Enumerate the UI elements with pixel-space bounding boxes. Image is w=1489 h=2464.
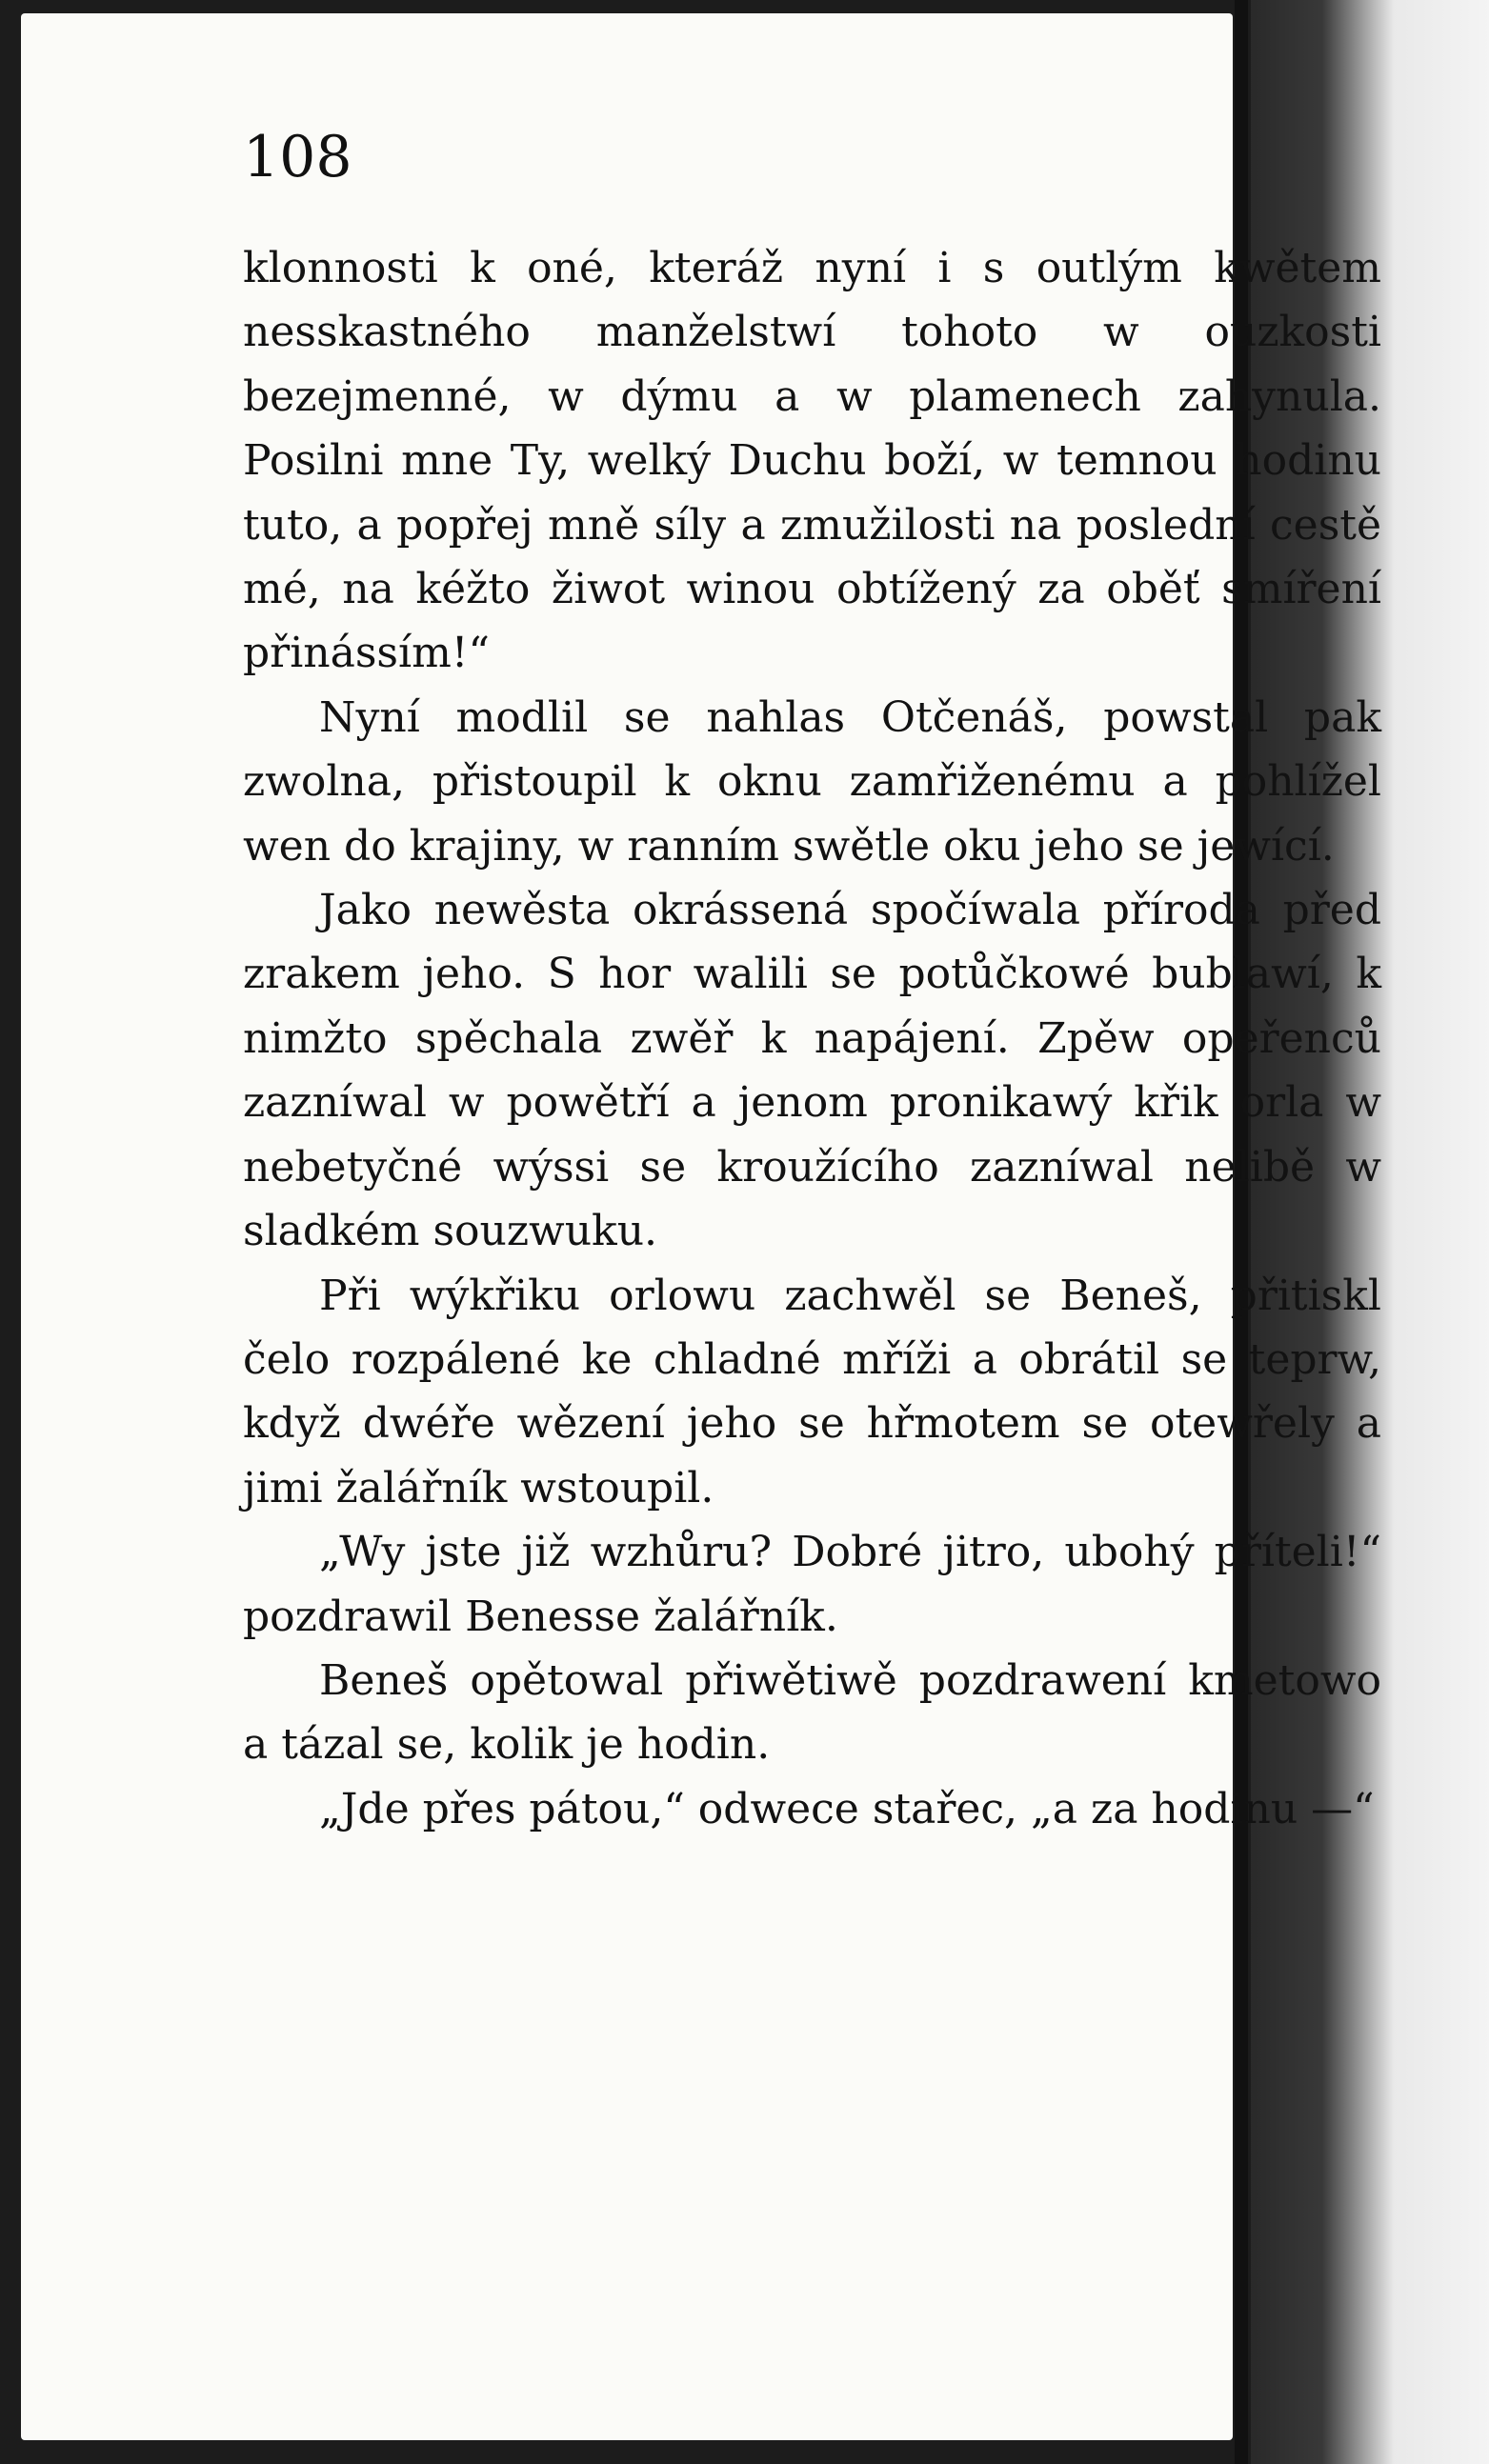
page-number: 108 (243, 124, 352, 190)
paragraph-7: „Jde přes pátou,“ odwece stařec, „a za hodinu —“ (319, 1784, 1375, 1833)
paragraph-3: Jako newěsta okrássená spočíwala příroda před zrakem jeho. S hor walili se potůčkowé bublawí, k nimžto spěchala zwěř k napájení. Zpěw opeřenců zazníwal w powětří a jenom pronikawý křik orla w nebetyčné wýssi se kroužícího zazníwal nelibě w sladkém souzwuku. (243, 886, 1381, 1256)
paragraph-6: Beneš opětowal přiwětiwě pozdrawení kmetowo a tázal se, kolik je hodin. (243, 1655, 1381, 1770)
paragraph-2: Nyní modlil se nahlas Otčenáš, powstal pak zwolna, přistoupil k oknu zamřiženému a pohlížel wen do krajiny, w ranním swětle oku jeho se jewící. (243, 692, 1381, 871)
page-body-text (243, 236, 1381, 1841)
paragraph-4: Při wýkřiku orlowu zachwěl se Beneš, přitiskl čelo rozpálené ke chladné mříži a obrátil se teprw, když dwéře wězení jeho se hřmotem se otewřely a jimi žalářník wstoupil. (243, 1271, 1381, 1512)
paragraph-1: klonnosti k oné, kteráž nyní i s outlým kwětem nesskastného manželstwí tohoto w ouzkosti bezejmenné, w dýmu a w plamenech zahynula. Posilni mne Ty, welký Duchu boží, w temnou hodinu tuto, a popřej mně síly a zmužilosti na poslední cestě mé, na kéžto žiwot winou obtížený za oběť smíření přinássím!“ (243, 244, 1381, 678)
paragraph-5: „Wy jste již wzhůru? Dobré jitro, ubohý příteli!“ pozdrawil Benesse žalářník. (243, 1528, 1381, 1641)
